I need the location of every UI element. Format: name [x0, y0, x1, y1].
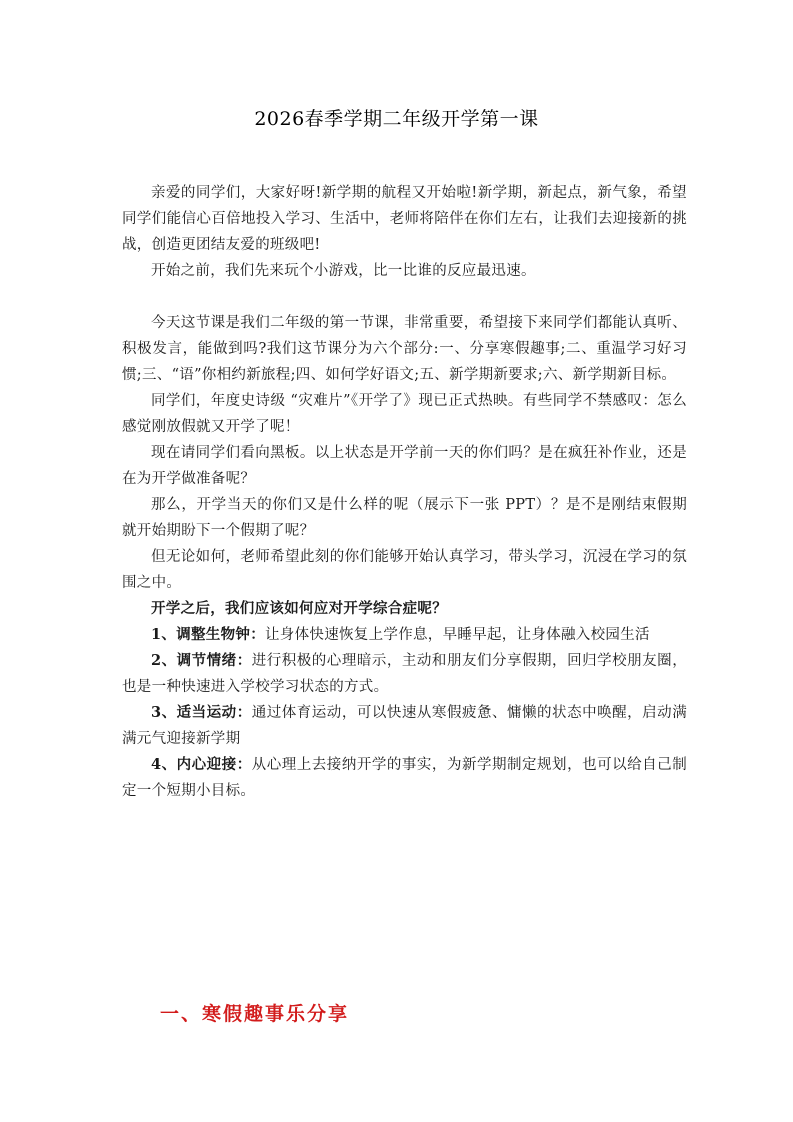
list-item-label: 3、适当运动： — [151, 704, 252, 721]
paragraph-hope: 但无论如何，老师希望此刻的你们能够开始认真学习，带头学习，沉浸在学习的氛围之中。 — [122, 549, 687, 591]
list-item-label: 4、内心迎接： — [151, 756, 252, 773]
body-block-1 — [122, 180, 687, 804]
paragraph-question: 开学之后，我们应该如何应对开学综合症呢？ — [151, 600, 447, 617]
list-item-text: 进行积极的心理暗示，主动和朋友们分享假期，回归学校朋友圈，也是一种快速进入学校学习状态的方式。 — [122, 653, 687, 695]
paragraph-lesson-outline: 今天这节课是我们二年级的第一节课，非常重要，希望接下来同学们都能认真听、积极发言，能做到吗?我们这节课分为六个部分:一、分享寒假趣事;二、重温学习好习惯;三、“语”你相约新旅程;四、如何学好语文;五、新学期新要求;六、新学期新目标。 — [122, 315, 687, 383]
list-item-text: 让身体快速恢复上学作息，早睡早起，让身体融入校园生活 — [265, 627, 650, 643]
list-item-label: 2、调节情绪： — [151, 652, 252, 669]
paragraph-first-day: 那么，开学当天的你们又是什么样的呢（展示下一张 PPT）？是不是刚结束假期就开始期盼下一个假期了呢？ — [122, 497, 687, 539]
list-item-text: 从心理上去接纳开学的事实，为新学期制定规划，也可以给自己制定一个短期小目标。 — [122, 757, 687, 799]
list-item — [122, 700, 687, 752]
paragraph-blackboard: 现在请同学们看向黑板。以上状态是开学前一天的你们吗？是在疯狂补作业，还是在为开学做准备呢？ — [122, 445, 687, 487]
paragraph-greeting: 亲爱的同学们，大家好呀!新学期的航程又开始啦!新学期，新起点，新气象，希望同学们能信心百倍地投入学习、生活中，老师将陪伴在你们左右，让我们去迎接新的挑战，创造更团结友爱的班级吧! — [122, 185, 687, 253]
paragraph-epic-film: 同学们，年度史诗级 “灾难片”《开学了》现已正式热映。有些同学不禁感叹：怎么感觉刚放假就又开学了呢！ — [122, 393, 687, 435]
list-item-text: 通过体育运动，可以快速从寒假疲惫、慵懒的状态中唤醒，启动满满元气迎接新学期 — [122, 705, 687, 747]
list-item-label: 1、调整生物钟： — [151, 626, 265, 643]
list-item — [122, 648, 687, 700]
paragraph-game: 开始之前，我们先来玩个小游戏，比一比谁的反应最迅速。 — [151, 263, 536, 279]
list-item — [122, 622, 687, 648]
list-item — [122, 752, 687, 804]
section-heading: 一、寒假趣事乐分享 — [160, 1003, 350, 1025]
page-title: 2026春季学期二年级开学第一课 — [254, 108, 539, 130]
